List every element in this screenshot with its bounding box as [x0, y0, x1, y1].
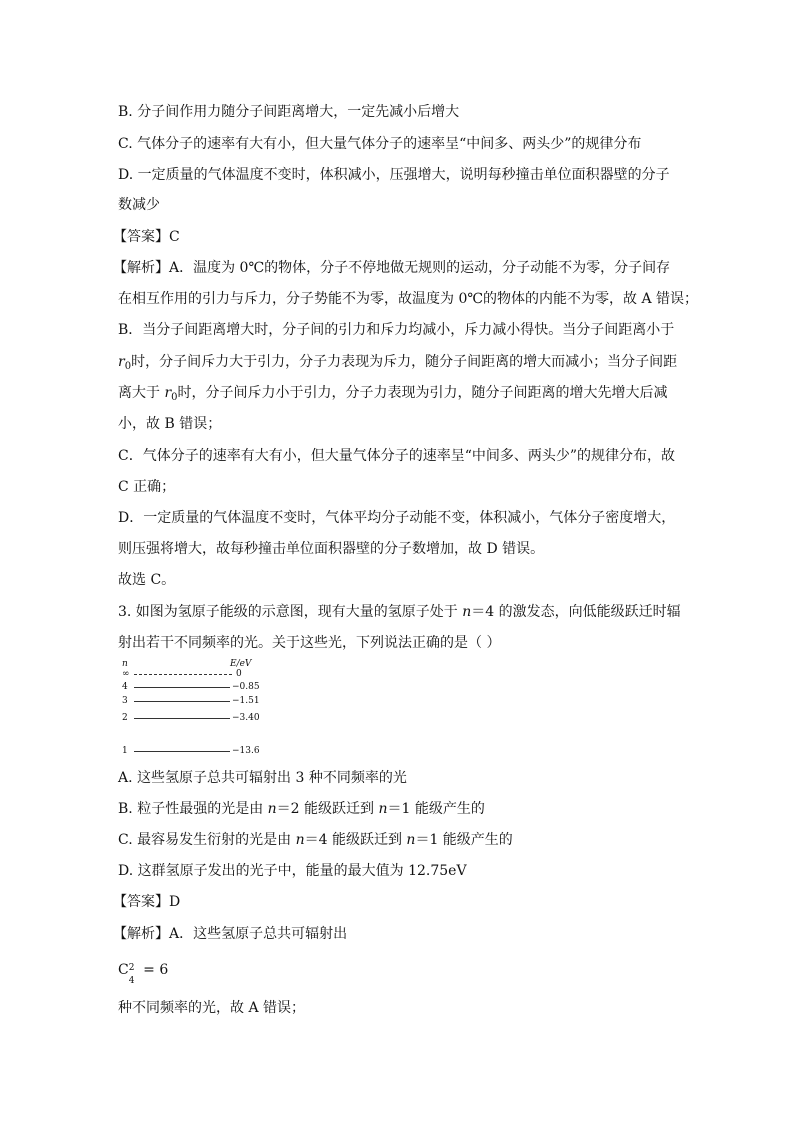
e-header: E/eV: [230, 659, 252, 669]
answer-1: 【答案】C: [113, 229, 180, 245]
level-n-label: 4: [122, 682, 128, 692]
formula-sub: 4: [128, 976, 135, 986]
formula-c: C: [118, 962, 129, 978]
n-symbol: n: [462, 604, 472, 620]
line-option-b: B. 分子间作用力随分子间距离增大，一定先减小后增大: [118, 104, 460, 120]
r-symbol: r: [164, 385, 172, 401]
combination-formula: [118, 960, 169, 986]
level-e-label: −0.85: [232, 682, 260, 692]
option-b-c: ＝1 能级产生的: [387, 801, 485, 817]
q3-text-b: ＝4 的激发态，向低能级跃迁时辐: [471, 604, 681, 620]
formula-eq: = 6: [138, 962, 169, 978]
question-3-line-1: [118, 602, 681, 622]
analysis-line-2: 在相互作用的引力与斥力，分子势能不为零，故温度为 0℃的物体的内能不为零，故 A 错误；: [118, 291, 699, 307]
line-option-d-cont: 数减少: [118, 197, 160, 213]
level-n-label: ∞: [122, 669, 130, 679]
option-b: [118, 799, 485, 819]
level-e-label: −3.40: [232, 713, 260, 723]
question-3-line-2: 射出若干不同频率的光。关于这些光，下列说法正确的是（ ）: [118, 635, 501, 651]
analysis-line-9: D．一定质量的气体温度不变时，气体平均分子动能不变，体积减小，气体分子密度增大，: [118, 510, 676, 526]
n-header: n: [122, 659, 128, 669]
n-symbol: n: [378, 801, 388, 817]
analysis-line-5-a: 离大于: [118, 385, 165, 401]
analysis-line-3: B．当分子间距离增大时，分子间的引力和斥力均减小，斥力减小得快。当分子间距离小于: [118, 322, 675, 338]
line-option-d: D. 一定质量的气体温度不变时，体积减小，压强增大，说明每秒撞击单位面积器壁的分子: [118, 167, 670, 183]
n-symbol: n: [295, 832, 305, 848]
line-option-c: C. 气体分子的速率有大有小，但大量气体分子的速率呈“中间多、两头少”的规律分布: [118, 136, 642, 152]
analysis-line-7: C．气体分子的速率有大有小，但大量气体分子的速率呈“中间多、两头少”的规律分布，故: [118, 448, 676, 464]
option-b-a: B. 粒子性最强的光是由: [118, 801, 268, 817]
level-e-label: −1.51: [232, 696, 260, 706]
n-symbol: n: [267, 801, 277, 817]
level-line: [134, 701, 230, 702]
level-line: [134, 687, 230, 688]
analysis-line-5: [118, 383, 668, 403]
energy-level-diagram: [118, 655, 278, 759]
level-n-label: 1: [122, 746, 128, 756]
analysis-line-4-text: 时，分子间斥力大于引力，分子力表现为斥力，随分子间距离的增大而减小；当分子间距: [131, 354, 678, 370]
option-c-a: C. 最容易发生衍射的光是由: [118, 832, 296, 848]
level-n-label: 3: [122, 696, 128, 706]
option-b-b: ＝2 能级跃迁到: [276, 801, 379, 817]
choose-c: 故选 C。: [118, 572, 176, 588]
level-e-label: −13.6: [232, 746, 260, 756]
last-line: 种不同频率的光，故 A 错误；: [118, 1000, 306, 1016]
analysis-1: 【解析】A．温度为 0℃的物体，分子不停地做无规则的运动，分子动能不为零，分子间存: [113, 260, 671, 276]
r-sub: 0: [171, 392, 178, 403]
level-e-label: 0: [236, 669, 242, 679]
analysis-line-10: 则压强将增大，故每秒撞击单位面积器壁的分子数增加，故 D 错误。: [118, 541, 545, 557]
level-n-label: 2: [122, 713, 128, 723]
analysis-line-6: 小，故 B 错误；: [118, 416, 222, 432]
option-a: A. 这些氢原子总共可辐射出 3 种不同频率的光: [118, 770, 407, 786]
r-sub: 0: [124, 361, 132, 372]
analysis-line-5-b: 时，分子间斥力小于引力，分子力表现为引力，随分子间距离的增大先增大后减: [177, 385, 668, 401]
q3-text-a: 3. 如图为氢原子能级的示意图，现有大量的氢原子处于: [118, 604, 463, 620]
option-c-b: ＝4 能级跃迁到: [304, 832, 407, 848]
option-c-c: ＝1 能级产生的: [415, 832, 513, 848]
option-c: [118, 830, 513, 850]
option-d: D. 这群氢原子发出的光子中，能量的最大值为 12.75eV: [118, 863, 467, 879]
level-line: [134, 751, 230, 752]
n-symbol: n: [406, 832, 416, 848]
formula-sup: 2: [128, 963, 135, 973]
analysis-line-4: [118, 352, 677, 372]
r-symbol: r: [118, 354, 125, 370]
analysis-2: 【解析】A．这些氢原子总共可辐射出: [113, 926, 348, 942]
level-line: [134, 718, 230, 719]
level-line-dashed: [134, 674, 232, 675]
analysis-line-8: C 正确；: [118, 479, 176, 495]
answer-2: 【答案】D: [113, 894, 181, 910]
